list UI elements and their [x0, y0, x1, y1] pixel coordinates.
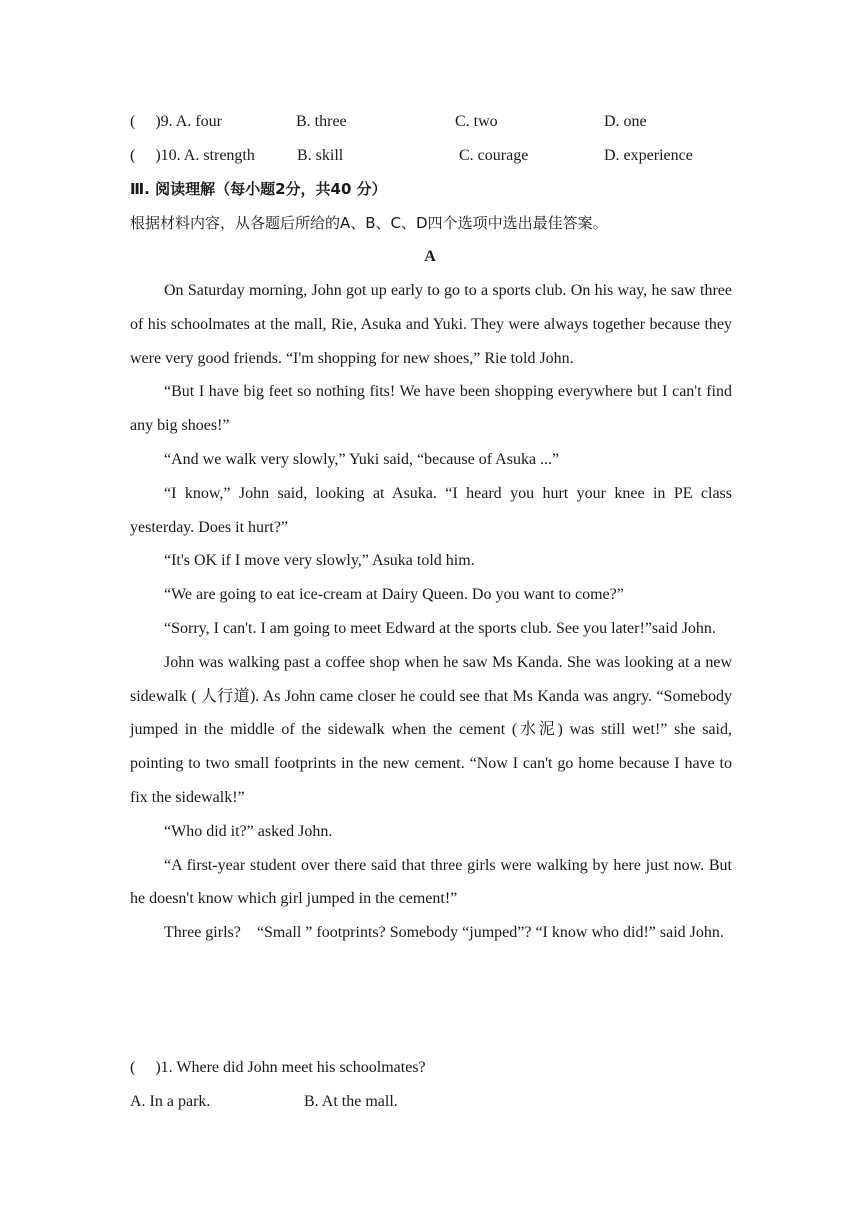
q9-option-b: B. three	[296, 113, 347, 130]
paragraph: On Saturday morning, John got up early to go to a sports club. On his way, he saw three of his schoolmates at the mall, Rie, Asuka and Yuki. They were always together because they were very good friends. “I'm shopping for new shoes,” Rie told John.	[130, 282, 732, 367]
q1-option-b: B. At the mall.	[304, 1093, 398, 1110]
section-instruction: 根据材料内容，从各题后所给的A、B、C、D四个选项中选出最佳答案。	[130, 214, 608, 232]
passage-body	[130, 274, 732, 950]
paragraph: John was walking past a coffee shop when he saw Ms Kanda. She was looking at a new sidewalk ( 人行道). As John came closer he could see that Ms Kanda was angry. “Somebody jumped in the middle of the sidewalk when the cement (水泥) was still wet!” she said, pointing to two small footprints in the new cement. “Now I can't go home because I have to fix the sidewalk!”	[130, 653, 732, 806]
paragraph: “But I have big feet so nothing fits! We have been shopping everywhere but I can't find any big shoes!”	[130, 383, 732, 435]
q9-option-d: D. one	[604, 113, 647, 130]
q9-option-c: C. two	[455, 113, 498, 130]
paragraph: Three girls? “Small ” footprints? Somebody “jumped”? “I know who did!” said John.	[164, 924, 724, 942]
q9-option-a: ( )9. A. four	[130, 113, 222, 130]
question-1-stem: ( )1. Where did John meet his schoolmates?	[130, 1059, 426, 1076]
q1-option-a: A. In a park.	[130, 1093, 211, 1110]
passage-label: A	[424, 248, 436, 265]
paragraph: “Sorry, I can't. I am going to meet Edward at the sports club. See you later!”said John.	[164, 619, 716, 637]
q10-option-a: ( )10. A. strength	[130, 147, 255, 164]
paragraph: “I know,” John said, looking at Asuka. “I heard you hurt your knee in PE class yesterday. Does it hurt?”	[130, 484, 732, 536]
section-heading: Ⅲ. 阅读理解（每小题2分，共40 分）	[130, 180, 387, 198]
paragraph: “Who did it?” asked John.	[164, 822, 333, 840]
paragraph: “We are going to eat ice-cream at Dairy Queen. Do you want to come?”	[164, 586, 624, 604]
q10-option-b: B. skill	[297, 147, 344, 164]
paragraph: “A first-year student over there said that three girls were walking by here just now. But he doesn't know which girl jumped in the cement!”	[130, 856, 732, 908]
q10-option-d: D. experience	[604, 147, 693, 164]
q10-option-c: C. courage	[459, 147, 529, 164]
paragraph: “It's OK if I move very slowly,” Asuka told him.	[164, 552, 475, 570]
paragraph: “And we walk very slowly,” Yuki said, “because of Asuka ...”	[164, 450, 560, 468]
